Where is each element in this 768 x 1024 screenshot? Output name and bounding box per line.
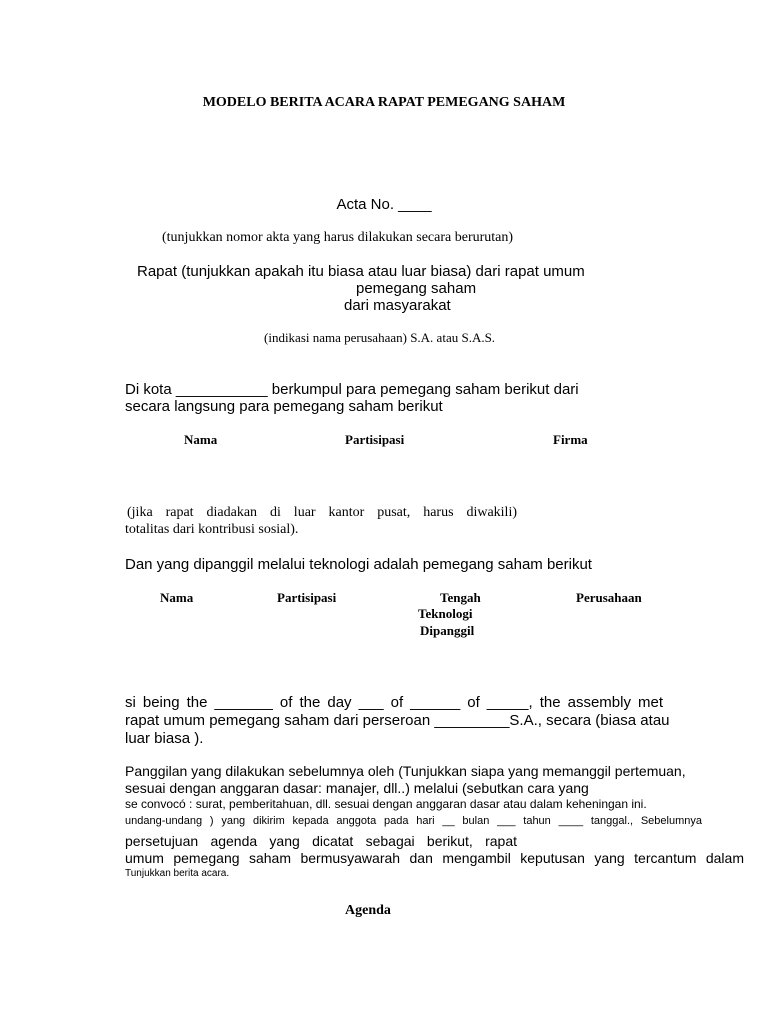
table2-header-nama: Nama xyxy=(160,590,194,605)
table2-header-perusahaan: Perusahaan xyxy=(576,590,642,605)
table2-header-dipanggil: Dipanggil xyxy=(420,623,475,638)
panggilan-line-7: Tunjukkan berita acara. xyxy=(125,868,230,879)
acta-number: Acta No. ____ xyxy=(336,196,432,213)
jika-line-1: (jika rapat diadakan di luar kantor pusat, harus diwakili) xyxy=(127,505,517,520)
company-indication: (indikasi nama perusahaan) S.A. atau S.A.S. xyxy=(264,330,496,345)
document-title: MODELO BERITA ACARA RAPAT PEMEGANG SAHAM xyxy=(202,95,566,110)
panggilan-line-6: umum pemegang saham bermusyawarah dan mengambil keputusan yang tercantum dalam xyxy=(125,850,744,866)
rapat-line-3: dari masyarakat xyxy=(344,297,451,314)
kota-line-1: Di kota ___________ berkumpul para pemegang saham berikut dari xyxy=(125,381,579,398)
being-line-2: rapat umum pemegang saham dari perseroan _________S.A., secara (biasa atau xyxy=(125,712,670,729)
table2-header-partisipasi: Partisipasi xyxy=(277,590,337,605)
panggilan-line-2: sesuai dengan anggaran dasar: manajer, dll..) melalui (sebutkan cara yang xyxy=(125,780,589,796)
rapat-line-2: pemegang saham xyxy=(356,280,477,297)
table1-header-nama: Nama xyxy=(184,432,218,447)
table2-header-tengah: Tengah xyxy=(440,590,481,605)
being-line-1: si being the _______ of the day ___ of ______ of _____, the assembly met xyxy=(125,694,663,711)
agenda-heading: Agenda xyxy=(345,903,391,918)
table1-header-partisipasi: Partisipasi xyxy=(345,432,405,447)
rapat-line-1: Rapat (tunjukkan apakah itu biasa atau luar biasa) dari rapat umum xyxy=(137,263,585,280)
panggilan-line-4: undang-undang ) yang dikirim kepada anggota pada hari __ bulan ___ tahun ____ tanggal., Sebelumnya xyxy=(125,815,702,827)
panggilan-line-5: persetujuan agenda yang dicatat sebagai berikut, rapat xyxy=(125,833,517,849)
table2-header-teknologi: Teknologi xyxy=(418,606,473,621)
panggilan-line-1: Panggilan yang dilakukan sebelumnya oleh (Tunjukkan siapa yang memanggil pertemuan, xyxy=(125,763,686,779)
being-line-3: luar biasa ). xyxy=(125,730,204,747)
teknologi-line: Dan yang dipanggil melalui teknologi adalah pemegang saham berikut xyxy=(125,556,592,573)
table1-header-firma: Firma xyxy=(553,432,588,447)
jika-line-2: totalitas dari kontribusi sosial). xyxy=(125,522,299,537)
panggilan-line-3: se convocó : surat, pemberitahuan, dll. sesuai dengan anggaran dasar atau dalam keheningan ini. xyxy=(125,797,647,811)
acta-note: (tunjukkan nomor akta yang harus dilakukan secara berurutan) xyxy=(162,230,514,245)
kota-line-2: secara langsung para pemegang saham berikut xyxy=(125,398,443,415)
